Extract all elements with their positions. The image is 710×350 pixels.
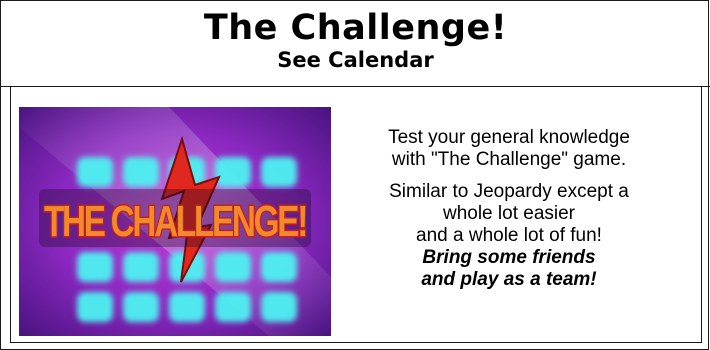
game-description — [339, 127, 679, 291]
description-line: Similar to Jeopardy except a — [389, 181, 629, 202]
page-title: The Challenge! — [203, 8, 508, 48]
description-line: whole lot easier — [442, 203, 576, 224]
description-line: with "The Challenge" game. — [391, 149, 627, 170]
the-challenge-logo-icon — [19, 107, 331, 336]
call-to-action-line: Bring some friends — [422, 247, 596, 268]
logo-text: THE CHALLENGE! — [44, 197, 306, 246]
promo-content — [10, 87, 702, 343]
description-line: Test your general knowledge — [388, 127, 630, 148]
promo-header — [1, 1, 710, 87]
call-to-action-line: and play as a team! — [421, 269, 597, 290]
see-calendar-link[interactable]: See Calendar — [277, 48, 434, 72]
description-line: and a whole lot of fun! — [416, 225, 602, 246]
